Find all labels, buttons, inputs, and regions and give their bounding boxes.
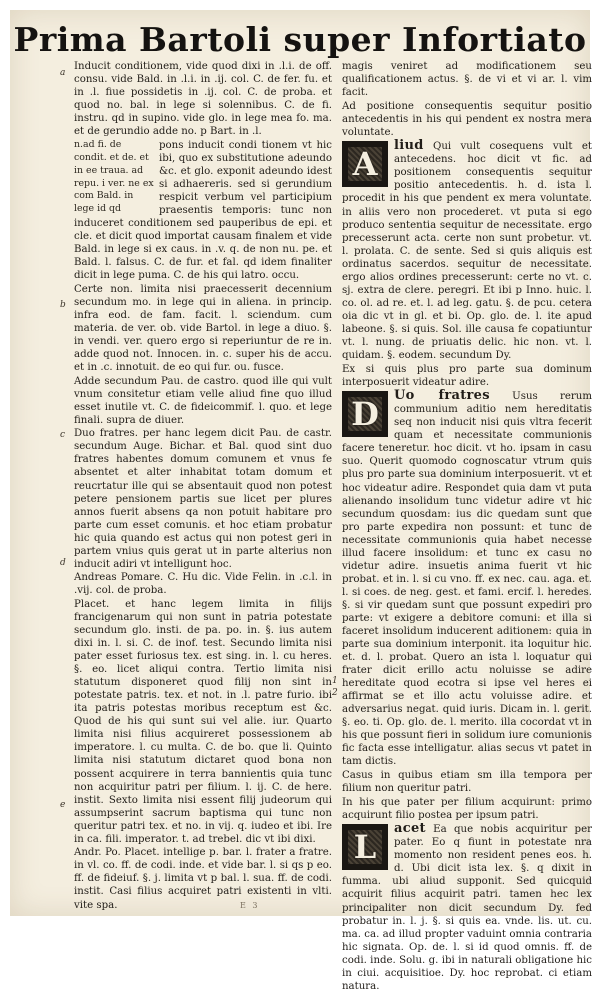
decorated-initial-l-letter: L: [353, 828, 377, 867]
right-paragraph-4: Ex si quis plus pro parte sua dominum interposuerit videatur adire.: [342, 363, 592, 388]
left-paragraph-5: Duo fratres. per hanc legem dicit Pau. de castr. secundum Auge. Bichar. et Bal. quod sint duo fratres habentes domum comunem et vnus fe absentet et alter inhabitat totam domum et reucrtatur ille qui se absentauit quod non potest petere pensionem partis sue licet per plures annos fuerit absens qa non potuit habitare pro parte cum esset comunis. et hoc etiam probatur hic quia quando est actus qui non potest geri in partem vnius quis gerat ut in parte alterius non inducit adiri vt intelligunt hoc.: [74, 428, 332, 570]
margin-mark-e: e: [60, 800, 66, 810]
page-title: Prima Bartoli super Infortiato: [13, 20, 587, 59]
decorated-initial-d: [342, 391, 388, 437]
left-paragraph-4: Adde secundum Pau. de castro. quod ille qui vult vnum consitetur etiam velle aliud fine quo illud esset inutile vt. C. de fideicommif. l. quo. et lege finali. supra de diuer.: [74, 375, 332, 426]
margin-mark-1: 1: [332, 676, 338, 686]
lemma-aliud: liud: [394, 138, 424, 154]
left-paragraph-8: Andr. Po. Placet. intellige p. bar. l. frater a fratre. in vl. co. ff. de codi. inde. et vide bar. l. si qs p eo. ff. de fideiuf. §. j. limita vt p bal. l. sua. ff. de codi. instit. Casi filius acquiret patri existenti in vlti. vite spa.: [74, 847, 332, 911]
right-paragraph-7: In his que pater per filium acquirunt: primo acquirunt filio postea per ipsum patri.: [342, 796, 592, 821]
document-page: [10, 10, 592, 992]
marginal-gloss: n.ad fi. de condit. et de. et in ee traua. ad repu. i ver. ne ex com Bald. in lege id qd: [74, 138, 154, 215]
left-paragraph-6: Andreas Pomare. C. Hu dic. Vide Felin. in .c.l. in .vij. col. de proba.: [74, 572, 332, 597]
left-paragraph-1: Inducit conditionem, vide quod dixi in .l.i. de off. consu. vide Bald. in .l.i. in .ij. col. C. de fer. fu. et in .l. fiue possidetis in .ij. col. C. de proba. et quod no. bal. in lege si solennibus. C. de fi. instru. qd in supino. vide glo. in lege mea fo. ma. et de gerundio adde no. p Bart. in .l.: [74, 61, 332, 138]
lemma-placet: acet: [394, 821, 426, 837]
right-paragraph-8: [342, 822, 592, 993]
right-paragraph-8-text: Ea que nobis acquiritur per pater. Eo q fiunt in potestate nra momento non resident penes eos. h. d. Ubi dicit ista lex. §. q dixit in fumma. ubi aliud supponit. Sed quicquid acquirit filius acquirit patri. tamen hec lex principaliter non dicit secundum Dy. fed probatur in. l. j. §. si quis ea. vnde. lis. ut. cu. ma. ca. ad illud propter vaduint omnia contraria hic signata. Op. de. l. si id quod omnis. ff. de codi. inde. Solu. g. ibi in naturali obligatione hic in ciui. acquisitioe. Dy. hoc reprobat. ci etiam natura.: [342, 824, 592, 992]
margin-mark-2: 2: [332, 688, 338, 698]
left-paragraph-7: Placet. et hanc legem limita in filijs francigenarum qui non sunt in patria potestate secundum glo. insti. de pa. po. in. §. ius autem dixi in. l. si. C. de inof. test. Secundo limita nisi pater esset furiosus tex. est sing. in. l. cu heres. §. eo. licet aliqui contra. Tertio limita nisi statutum disponeret quod filij non sint in potestate patris. tex. et not. in .l. patre furio. ibi ita patris potestas moribus receptum est &c. Quod de his qui sunt sui vel alie. iur. Quarto limita nisi filius acquireret possessionem ab imperatore. l. cu multa. C. de bo. que li. Quinto limita nisi statutum dictaret quod bona non possent acquirere in terra bannientis quia tunc non acquiritur patri per filium. l. ij. C. de here. instit. Sexto limita nisi essent filij judeorum qui assumpserint sacrum baptisma qui tunc non queritur patri tex. et no. in vij. q. iudeo et ibi. Ire in ca. fili. imperator. t. ad trebel. dic vt ibi dixi.: [74, 598, 332, 845]
lemma-duo-fratres: Uo fratres: [394, 388, 490, 404]
left-paragraph-3: Certe non. limita nisi praecesserit decennium secundum mo. in lege qui in aliena. in princip. infra eod. de fam. facit. l. sciendum. cum materia. de ver. ob. vide Bartol. in lege a diuo. §. in vendi. ver. quero ergo si reperiuntur de re in. adde quod not. Innocen. in. c. super his de accu. et in .c. innotuit. de eo qui fur. ou. fusce.: [74, 283, 332, 374]
right-paragraph-3: [342, 139, 592, 362]
right-paragraph-6: Casus in quibus etiam sm illa tempora per filium non queritur patri.: [342, 770, 592, 795]
right-paragraph-5-text: Usus rerum communium aditio nem hereditatis seq non inducit nisi quis vltra fecerit quam et necessitate communionis facere teneretur. hoc dicit. vt ho. ipsam in casu suo. Querit quomodo cognoscatur vtrum quis plus pro parte sua dominium interposuerit. vt et hoc videatur adire. Respondet quia dam vt puta alienando insolidum tunc videtur adire vt hic secundum quosdam: ius dic quedam sunt que pro parte expedira non possunt: et tunc de necessitate communionis quia habet necesse illud facere insolidum: et tunc ex casu no videtur adire. insuetis anima fuerit vt hic probat. et in. l. si cu vno. ff. ex nec. cau. aga. et. l. si coes. de neg. gest. et fami. ercif. l. heredes. §. si vir quedam sunt que possunt expediri pro parte: vt exigere a debitore comuni: et illa si faceret insolidum inducerent aditionem: quia in parte sua dominium interponit. ita loquitur hic. et. d. l. probat. Quero an ista l. loquatur qui frater dicit erillo actu noluisse se adire hereditate quod ecotra si ipse vel heres ei affirmat se et illo actu voluisse adire. et adversarius negat. quid iuris. Dicam in. l. gerit. §. eo. ti. Op. glo. de. l. merito. illa cocordat vt in his que possunt fieri in solidum iure comunionis fic facta esse intelligatur. alias secus vt patet in tam dictis.: [342, 391, 592, 768]
decorated-initial-a-letter: A: [352, 145, 378, 184]
right-paragraph-2: Ad positione consequentis sequitur positio antecedentis in his qui pendent ex nostra mera voluntate.: [342, 100, 592, 138]
decorated-initial-l: [342, 824, 388, 870]
decorated-initial-a: [342, 141, 388, 187]
margin-mark-c: c: [60, 430, 66, 440]
right-paragraph-1: magis veniret ad modificationem seu qualificationem actus. §. de vi et vi ar. l. vim facit.: [342, 61, 592, 99]
margin-mark-d: d: [60, 558, 66, 568]
right-column: [342, 60, 592, 992]
decorated-initial-d-letter: D: [351, 395, 379, 434]
left-paragraph-2: [74, 139, 332, 283]
right-paragraph-5: [342, 389, 592, 768]
margin-mark-a: a: [60, 68, 66, 78]
folio-signature: E 3: [240, 901, 260, 910]
margin-mark-b: b: [60, 300, 66, 310]
left-paragraph-2-text: pons inducit condi tionem vt hic ibi, quo ex substitutione adeundo &c. et glo. exponit adeundo idest si adhaereris. sed si gerundium respicit verbum vel participium praesentis temporis: tunc non induceret conditionem sed pauperibus de epi. et cle. et dicit quod importat causam finalem et vide Bald. in lege si ex caus. in .v. q. de non nu. pe. et Bald. l. falsus. C. de fur. et fal. qd idem finaliter dicit in lege puma. C. de his qui latro. occu.: [74, 139, 332, 282]
right-paragraph-3-text: Qui vult cosequens vult et antecedens. hoc dicit vt fic. ad positionem consequentis sequitur positio antecedentis. h. d. ista l. procedit in his que pendent ex mera voluntate. in aliis vero non procederet. vt puta si ego produco sententia sequitur de necessitate. ergo precesserunt acta. certe non sunt probetur. vt. l. prolata. C. de sente. Sed si quis aliquis est ordinatus sacerdos. sequitur de necessitate. ergo alios ordines precesserunt: certe no vt. c. sj. extra de clere. peregri. Et ibi p Inno. huic. l. co. ol. ad re. et. l. ad leg. gatu. §. de pcu. cetera oia dic vt in gl. et bi. Op. glo. de. l. ite apud labeone. §. si quis. Sol. ille causa fe copatiuntur vt. l. nung. de priuatis delic. hic non. vt. l. quidam. §. eodem. secundum Dy.: [342, 141, 592, 362]
